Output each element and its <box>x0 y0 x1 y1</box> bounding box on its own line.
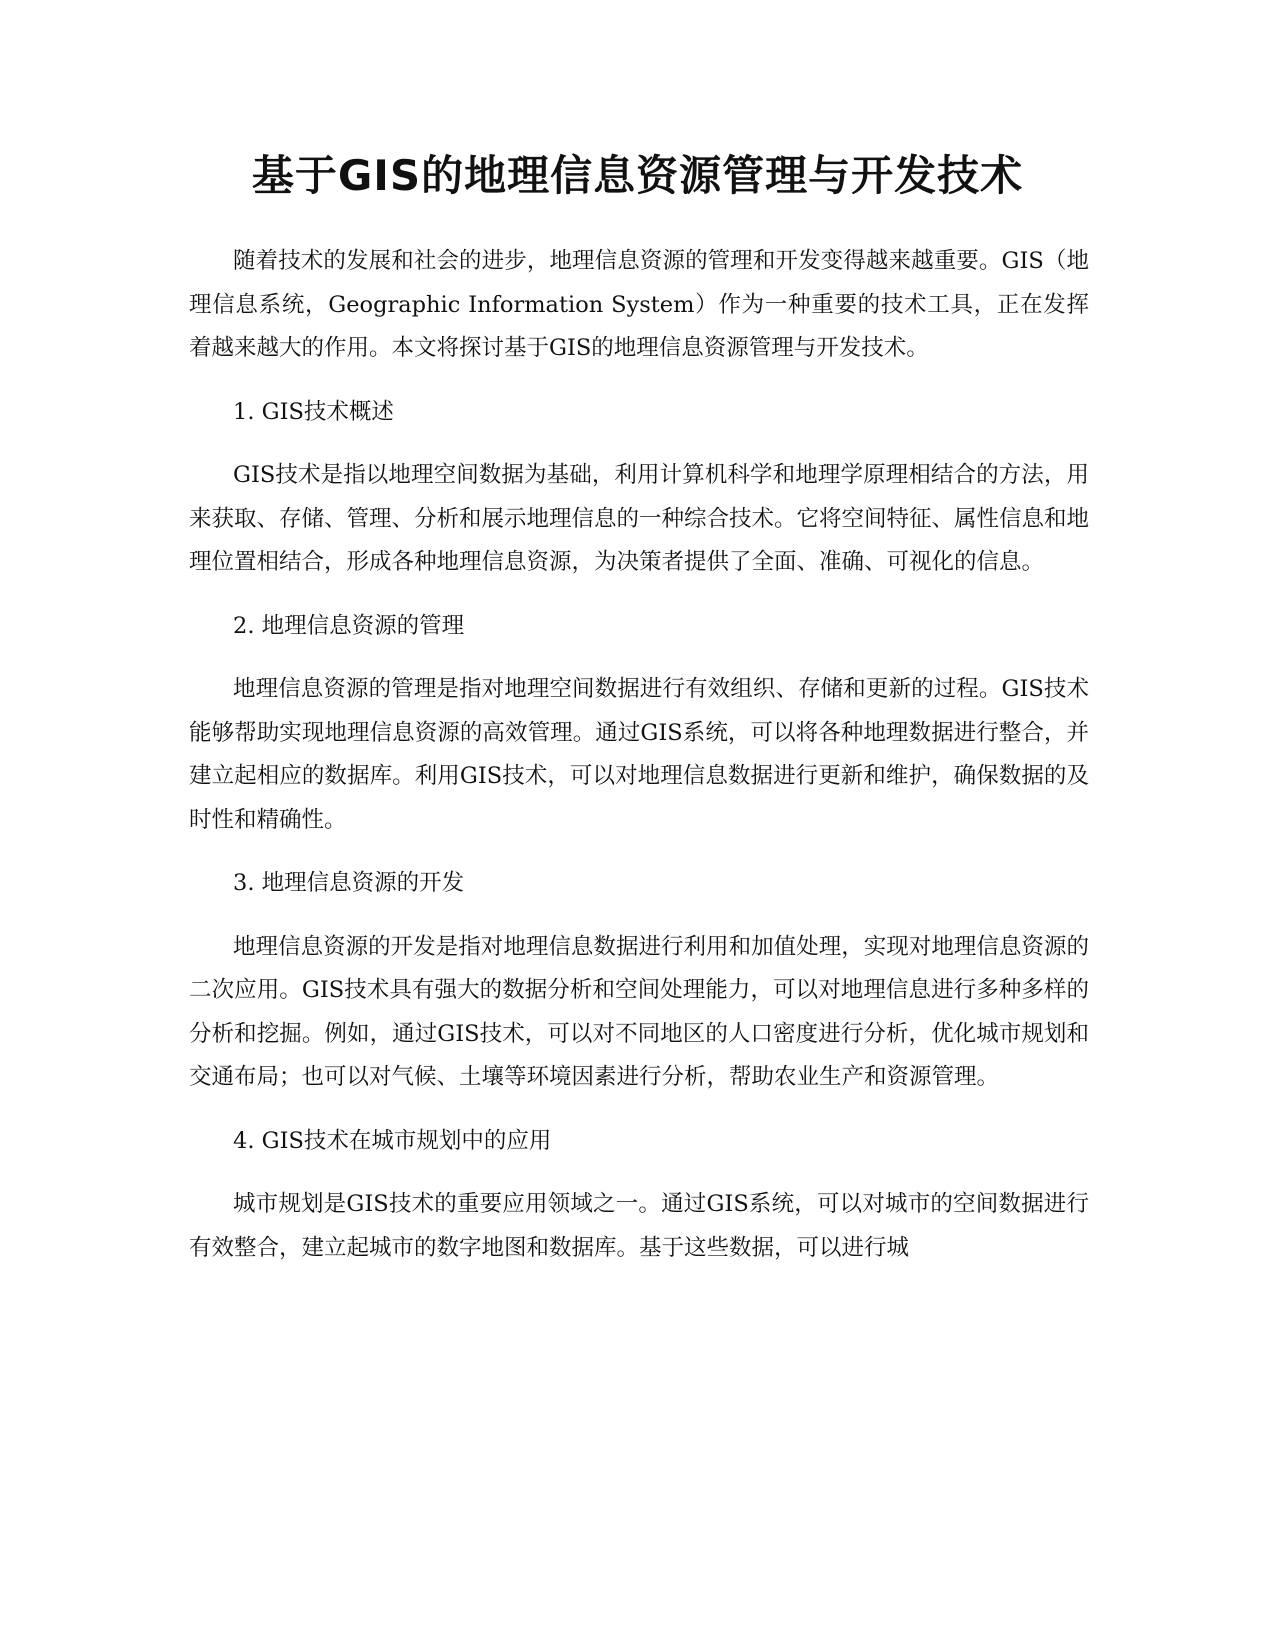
section-paragraph-2: 地理信息资源的管理是指对地理空间数据进行有效组织、存储和更新的过程。GIS技术能够帮助实现地理信息资源的高效管理。通过GIS系统，可以将各种地理数据进行整合，并建立起相应的数据库。利用GIS技术，可以对地理信息数据进行更新和维护，确保数据的及时性和精确性。 <box>189 676 1089 833</box>
section-heading-4: 4. GIS技术在城市规划中的应用 <box>233 1127 552 1154</box>
section-heading-3: 3. 地理信息资源的开发 <box>233 870 465 896</box>
section-paragraph-4: 城市规划是GIS技术的重要应用领域之一。通过GIS系统，可以对城市的空间数据进行有效整合，建立起城市的数字地图和数据库。基于这些数据，可以进行城 <box>189 1191 1089 1261</box>
section-paragraph-3: 地理信息资源的开发是指对地理信息数据进行利用和加值处理，实现对地理信息资源的二次应用。GIS技术具有强大的数据分析和空间处理能力，可以对地理信息进行多种多样的分析和挖掘。例如，通过GIS技术，可以对不同地区的人口密度进行分析，优化城市规划和交通布局；也可以对气候、土壤等环境因素进行分析，帮助农业生产和资源管理。 <box>189 933 1089 1090</box>
section-heading-1: 1. GIS技术概述 <box>233 398 394 425</box>
intro-paragraph: 随着技术的发展和社会的进步，地理信息资源的管理和开发变得越来越重要。GIS（地理信息系统，Geographic Information System）作为一种重要的技术工具，正在发挥着越来越大的作用。本文将探讨基于GIS的地理信息资源管理与开发技术。 <box>189 248 1089 361</box>
section-heading-2: 2. 地理信息资源的管理 <box>233 612 465 639</box>
section-paragraph-1: GIS技术是指以地理空间数据为基础，利用计算机科学和地理学原理相结合的方法，用来获取、存储、管理、分析和展示地理信息的一种综合技术。它将空间特征、属性信息和地理位置相结合，形成各种地理信息资源，为决策者提供了全面、准确、可视化的信息。 <box>189 462 1090 575</box>
document-title: 基于GIS的地理信息资源管理与开发技术 <box>251 151 1024 200</box>
document-body <box>189 240 1089 1270</box>
